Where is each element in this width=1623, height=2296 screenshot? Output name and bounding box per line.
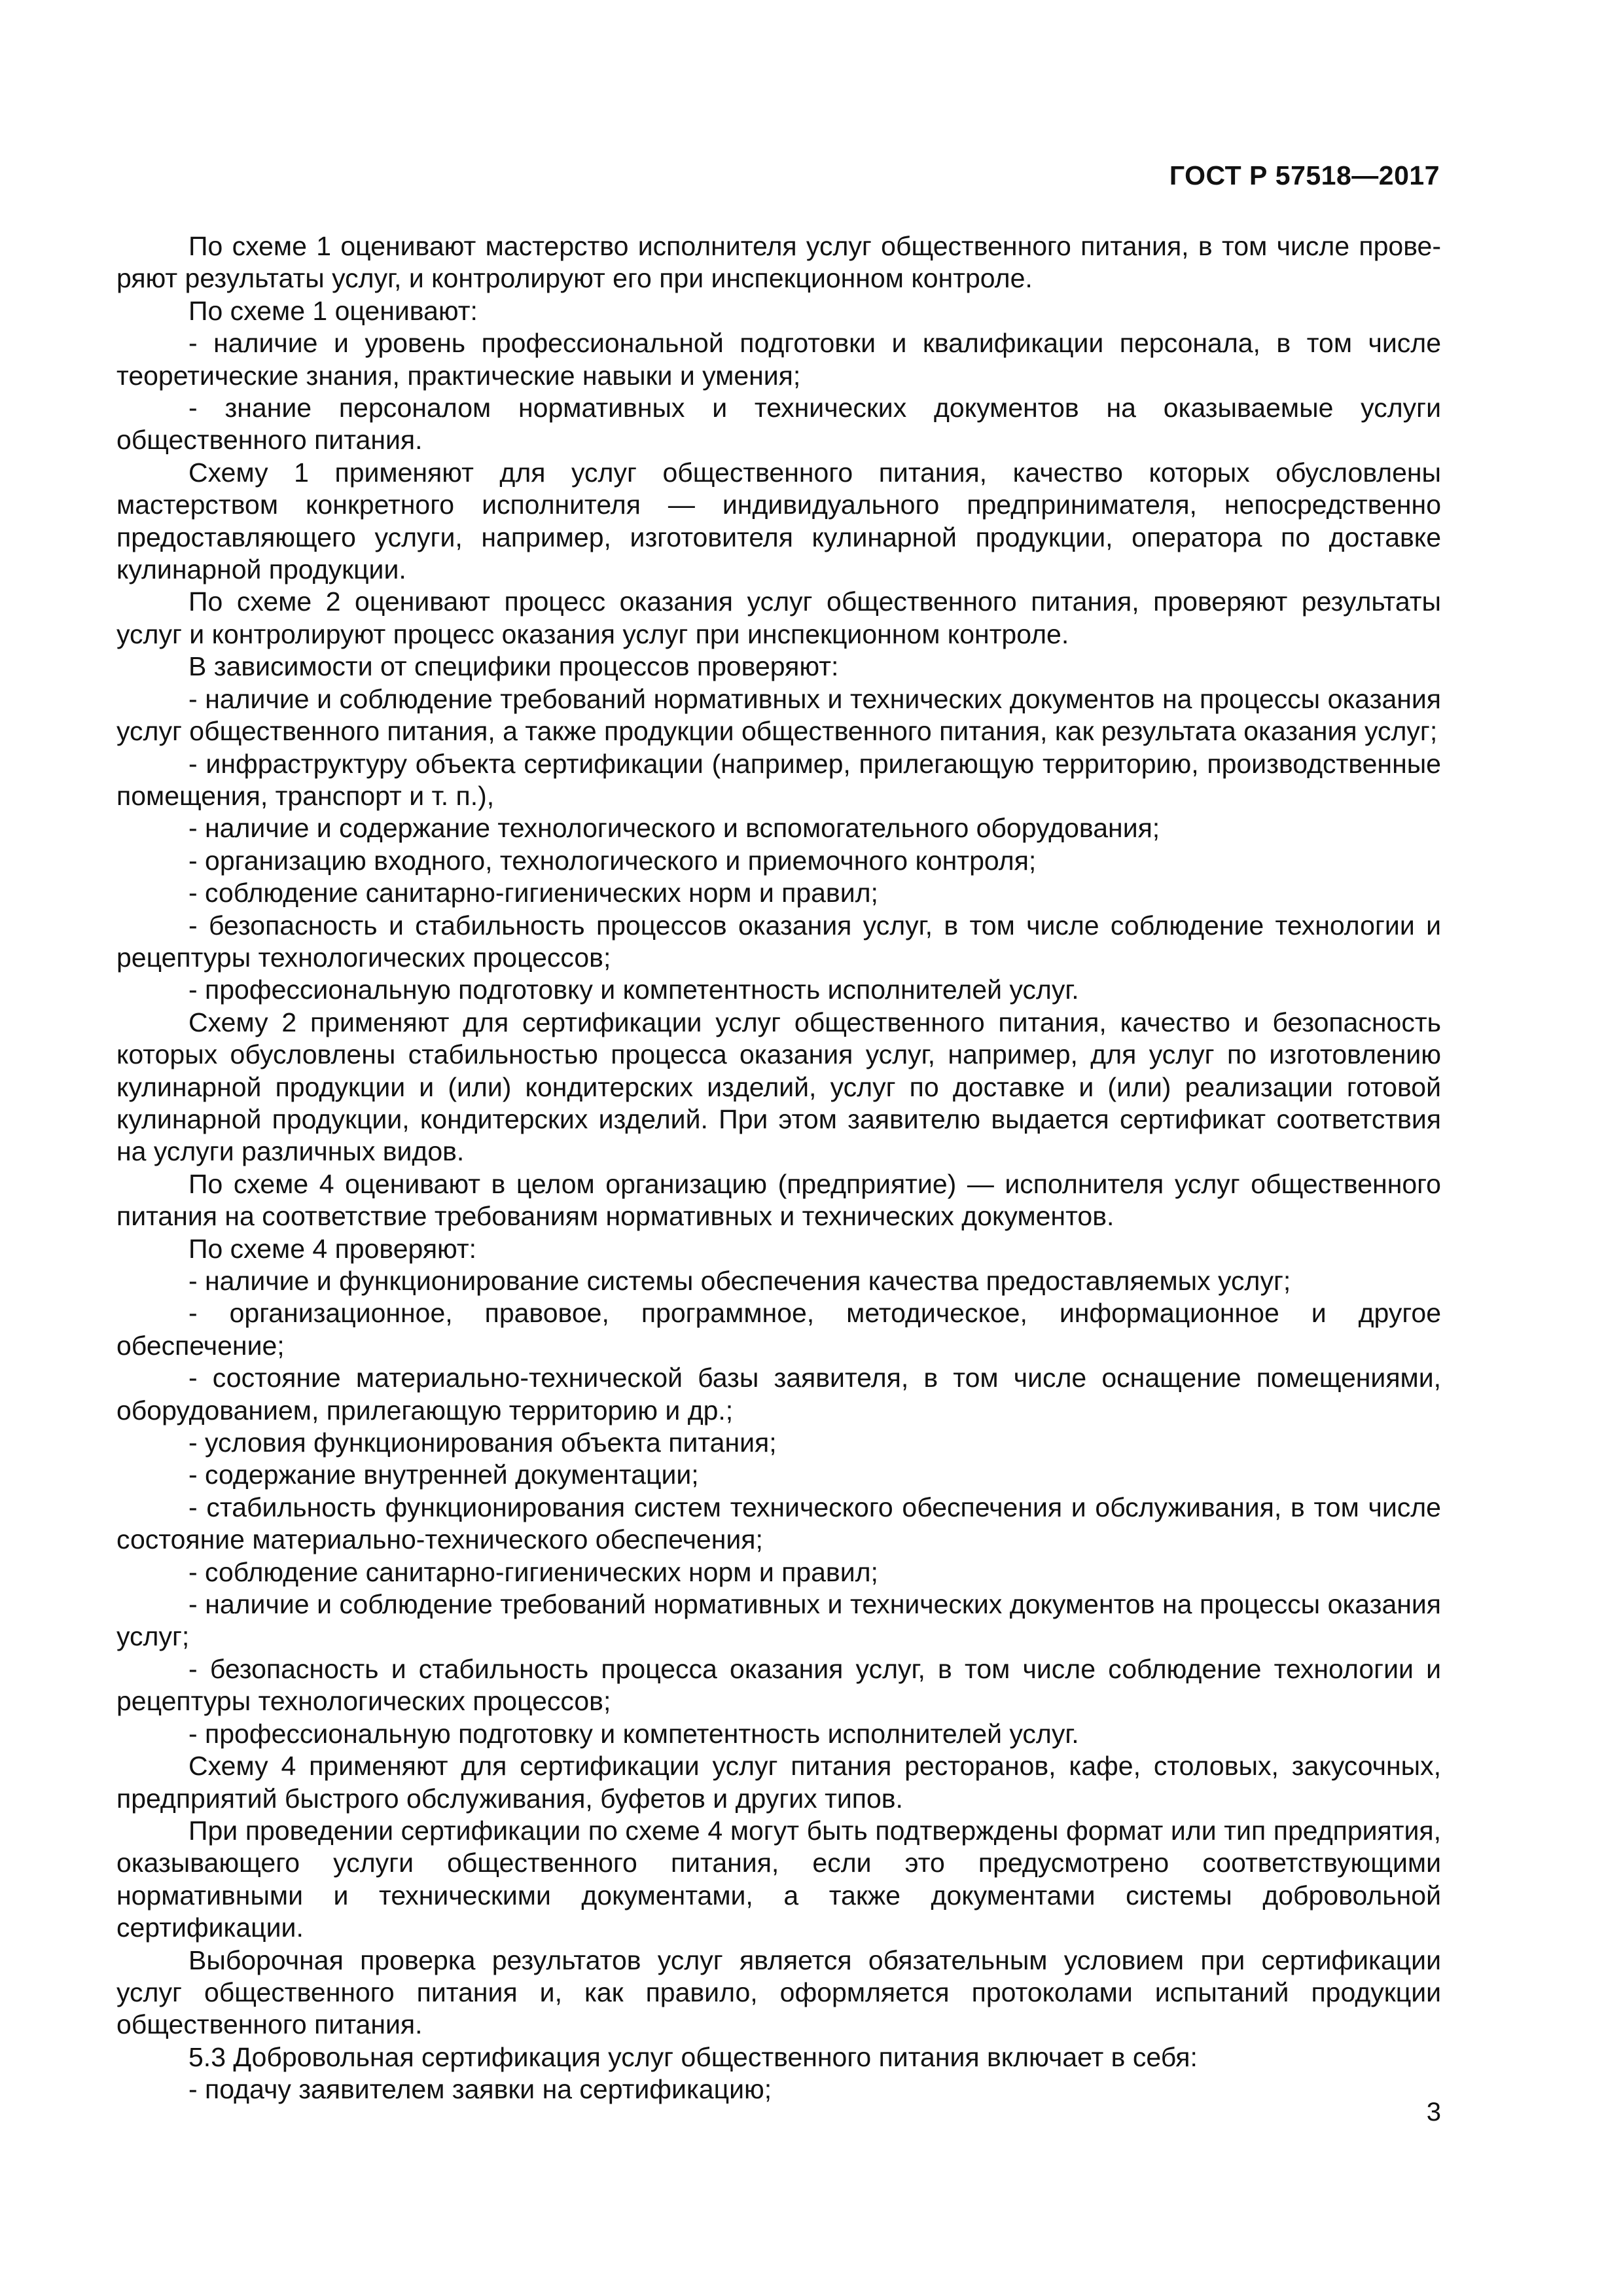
list-item: - безопасность и стабильность процесса оказания услуг, в том числе соблюдение технологии и рецептуры технологических процессов;	[116, 1653, 1441, 1717]
list-item: - подачу заявителем заявки на сертификацию;	[188, 2074, 772, 2105]
list-item: - профессиональную подготовку и компетентность исполнителей услуг.	[188, 1718, 1079, 1749]
list-item: - содержание внутренней документации;	[188, 1460, 699, 1490]
list-item: - соблюдение санитарно-гигиенических норм и правил;	[188, 878, 878, 908]
list-item: - наличие и содержание технологического и вспомогательного оборудования;	[188, 813, 1160, 844]
paragraph: По схеме 4 проверяют:	[188, 1233, 477, 1264]
list-item: - организацию входного, технологического и приемочного контроля;	[188, 845, 1037, 876]
list-item: - наличие и функционирование системы обеспечения качества предоставляемых услуг;	[188, 1266, 1291, 1296]
paragraph: При проведении сертификации по схеме 4 могут быть подтверждены формат или тип предприятия, оказывающего услуги общественного питания, если это предусмотрено соответствующими нормативными и техническими документами, а также документами системы добровольной сертификации.	[116, 1815, 1441, 1943]
list-item: - наличие и соблюдение требований нормативных и технических документов на процессы оказания услуг;	[116, 1589, 1441, 1652]
paragraph: Схему 4 применяют для сертификации услуг питания ресторанов, кафе, столовых, закусочных, предприятий быстрого обслуживания, буфетов и других типов.	[116, 1751, 1441, 1814]
list-item: - организационное, правовое, программное, методическое, информационное и другое обеспечение;	[116, 1298, 1441, 1361]
list-item: - стабильность функционирования систем технического обеспечения и обслуживания, в том числе состояние материально-технического обеспечения;	[116, 1492, 1441, 1555]
document-code-header: ГОСТ Р 57518—2017	[1169, 160, 1440, 190]
list-item: - знание персоналом нормативных и технических документов на оказываемые услуги общественного питания.	[116, 393, 1441, 456]
paragraph: Схему 2 применяют для сертификации услуг общественного питания, качество и безопасность которых обусловлены стабильностью процесса оказания услуг, например, для услуг по изготовлению кулинарной продукции и (или) кондитерских изделий, услуг по доставке и (или) реализации готовой кулинарной продукции, кондитерских изделий. При этом заявителю выдается сертификат соответствия на услуги различных видов.	[116, 1007, 1441, 1167]
paragraph: Выборочная проверка результатов услуг является обязательным условием при сертификации услуг общественного питания и, как правило, оформляется протоколами испытаний продукции общественного питания.	[116, 1945, 1441, 2040]
paragraph: Схему 1 применяют для услуг общественного питания, качество которых обусловлены мастерством конкретного исполнителя — индивидуального предпринимателя, непосредственно предоставляющего услуги, например, изготовителя кулинарной продукции, оператора по доставке кулинарной продукции.	[116, 457, 1441, 585]
list-item: - соблюдение санитарно-гигиенических норм и правил;	[188, 1556, 878, 1587]
list-item: - наличие и соблюдение требований нормативных и технических документов на процессы оказания услуг общественного питания, а также продукции общественного питания, как результата оказания услуг;	[116, 683, 1441, 747]
list-item: - наличие и уровень профессиональной подготовки и квалификации персонала, в том числе теоретические знания, практические навыки и умения;	[116, 328, 1441, 391]
page-number: 3	[1426, 2098, 1441, 2126]
list-item: - инфраструктуру объекта сертификации (например, прилегающую территорию, производственные помещения, транспорт и т. п.),	[116, 748, 1441, 811]
list-item: - состояние материально-технической базы заявителя, в том числе оснащение помещениями, оборудованием, прилегающую территорию и др.;	[116, 1363, 1441, 1426]
section-paragraph: 5.3 Добровольная сертификация услуг общественного питания включает в себя:	[188, 2041, 1198, 2072]
list-item: - условия функционирования объекта питания;	[188, 1427, 777, 1458]
paragraph: По схеме 1 оценивают мастерство исполнителя услуг общественного питания, в том числе прове-ряют результаты услуг, и контролируют его при инспекционном контроле.	[116, 231, 1441, 294]
paragraph: По схеме 2 оценивают процесс оказания услуг общественного питания, проверяют результаты услуг и контролируют процесс оказания услуг при инспекционном контроле.	[116, 586, 1441, 649]
paragraph: По схеме 4 оценивают в целом организацию (предприятие) — исполнителя услуг общественного питания на соответствие требованиям нормативных и технических документов.	[116, 1168, 1441, 1232]
list-item: - профессиональную подготовку и компетентность исполнителей услуг.	[188, 975, 1079, 1005]
list-item: - безопасность и стабильность процессов оказания услуг, в том числе соблюдение технологии и рецептуры технологических процессов;	[116, 910, 1441, 973]
paragraph: В зависимости от специфики процессов проверяют:	[188, 651, 839, 682]
document-body	[116, 230, 1441, 2106]
paragraph: По схеме 1 оценивают:	[188, 295, 478, 326]
